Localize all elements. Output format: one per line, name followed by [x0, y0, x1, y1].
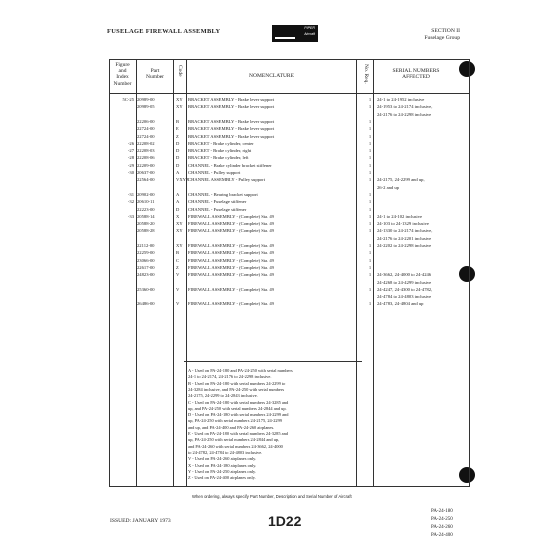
cell-part-number: 20902-00 [137, 191, 155, 197]
cell-quantity: 1 [368, 286, 372, 292]
cell-nomenclature: FIREWALL ASSEMBLY - (Complete) Sta. 49 [188, 213, 274, 219]
cell-serial-numbers: 24-3662, 24-4000 to 24-4246 [377, 272, 432, 278]
cell-nomenclature: BRACKET ASSEMBLY - Brake lever support [188, 97, 275, 102]
footnote-line: up, PA-24-250 with serial numbers 24-2175, 24-2299 [188, 418, 282, 424]
cell-quantity: 1 [368, 170, 372, 175]
cell-code: VXYZ [176, 177, 189, 183]
table-row [110, 265, 468, 272]
cell-part-number: 22259-00 [137, 250, 155, 256]
table-row [110, 294, 468, 301]
cell-serial-numbers: 26-2 and up [377, 184, 399, 190]
cell-quantity: 1 [368, 133, 372, 139]
cell-quantity: 1 [368, 213, 372, 219]
cell-code: D [176, 162, 180, 168]
cell-nomenclature: FIREWALL ASSEMBLY - (Complete) Sta. 49 [188, 257, 274, 263]
cell-code: X [176, 213, 180, 219]
cell-code: V [176, 301, 180, 307]
cell-quantity: 1 [368, 243, 372, 248]
cell-serial-numbers: 24-4783, 24-4804 and up [377, 301, 424, 307]
cell-quantity: 1 [368, 191, 372, 197]
cell-code: E [176, 126, 179, 132]
table-row [110, 97, 468, 104]
model-label: PA-24-400 [431, 533, 453, 538]
col-header-part-number: Part Number [145, 68, 165, 81]
table-row [110, 104, 468, 111]
table-row [110, 258, 468, 265]
cell-nomenclature: FIREWALL ASSEMBLY - (Complete) Sta. 49 [188, 228, 274, 234]
table-row [110, 250, 468, 257]
cell-serial-numbers: 24-2176 to 24-2201 inclusive [377, 235, 432, 241]
order-note: When ordering, always specify Part Number, Description and Serial Number of Aircraft [192, 494, 352, 499]
cell-part-number: 20588-20 [137, 221, 155, 227]
cell-quantity: 1 [368, 140, 372, 146]
cell-quantity: 1 [368, 177, 372, 183]
cell-serial-numbers: 24-4268 to 24-4299 inclusive [377, 279, 432, 285]
cell-nomenclature: CHANNEL - Fuselage stiffener [188, 199, 247, 205]
cell-quantity: 1 [368, 126, 372, 132]
col-header-qty: No. Req. [363, 64, 369, 84]
cell-code: D [176, 206, 180, 212]
cell-part-number: 20588-14 [137, 213, 155, 219]
cell-code: D [176, 140, 180, 146]
table-row [110, 141, 468, 148]
cell-nomenclature: FIREWALL ASSEMBLY - (Complete) Sta. 49 [188, 243, 274, 248]
cell-code: C [176, 257, 180, 263]
cell-nomenclature: BRACKET ASSEMBLY - Brake lever support [188, 118, 275, 124]
table-row [110, 155, 468, 162]
table-row [110, 177, 468, 184]
cell-nomenclature: FIREWALL ASSEMBLY - (Complete) Sta. 49 [188, 301, 274, 307]
cell-part-number: 26486-00 [137, 301, 155, 307]
footnote-line: up, PA-24-250 with serial numbers 24-2844 and up, [188, 437, 280, 443]
cell-code: V [176, 272, 180, 278]
cell-part-number: 22564-00 [137, 177, 155, 183]
cell-code: A [176, 199, 180, 205]
section-number: SECTION II [431, 28, 460, 34]
cell-part-number: 22206-00 [137, 118, 155, 124]
footnote-line: and up, and PA-24-400 and PA-24-260 airplanes. [188, 424, 275, 430]
model-label: PA-24-250 [431, 517, 453, 522]
cell-figure-index: -30 [127, 170, 134, 175]
cell-quantity: 1 [368, 199, 372, 205]
cell-code: B [176, 118, 180, 124]
cell-code: D [176, 148, 180, 154]
footnote-line: 24-2175, 24-2299 to 24-2843 inclusive. [188, 393, 258, 399]
cell-code: XY [176, 104, 183, 110]
footnote-line: 24-3284 inclusive, and PA-24-250 with serial numbers [188, 386, 285, 392]
cell-serial-numbers: 24-2175, 24-2299 and up, [377, 177, 425, 183]
cell-nomenclature: BRACKET - Brake cylinder, left [188, 155, 249, 161]
cell-code: A [176, 191, 180, 197]
cell-figure-index: -31 [127, 191, 134, 197]
cell-part-number: 22208-03 [137, 148, 155, 154]
table-row [110, 163, 468, 170]
footnote-line: up, and PA-24-250 with serial numbers 24-2844 and up. [188, 405, 287, 411]
cell-part-number: 20989-05 [137, 104, 155, 110]
cell-serial-numbers: 24-103 to 24-1329 inclusive [377, 221, 429, 227]
cell-nomenclature: BRACKET ASSEMBLY - Brake lever support [188, 104, 275, 110]
cell-quantity: 1 [368, 206, 372, 212]
cell-quantity: 1 [368, 257, 372, 263]
cell-code: A [176, 170, 180, 175]
logo-text-2: Aircraft [304, 32, 315, 36]
cell-code: Z [176, 133, 179, 139]
model-label: PA-24-260 [431, 525, 453, 530]
cell-part-number: 22112-00 [137, 243, 155, 248]
table-row [110, 221, 468, 228]
table-row [110, 119, 468, 126]
table-row [110, 287, 468, 294]
cell-figure-index: -28 [127, 155, 134, 161]
col-header-code: Code [177, 65, 183, 77]
footnote-line: Z - Used on PA-24-400 airplanes only. [188, 475, 256, 481]
cell-quantity: 1 [368, 104, 372, 110]
table-row [110, 207, 468, 214]
table-row [110, 236, 468, 243]
cell-part-number: 23066-00 [137, 257, 155, 263]
table-row [110, 126, 468, 133]
cell-part-number: 22208-02 [137, 140, 155, 146]
page-title: FUSELAGE FIREWALL ASSEMBLY [107, 28, 221, 35]
cell-serial-numbers: 24-2202 to 24-2298 inclusive [377, 243, 432, 248]
footnote-rule [184, 361, 362, 362]
footnote-line: C - Used on PA-24-180 with serial numbers 24-3285 and [188, 399, 289, 405]
col-header-serial: SERIAL NUMBERS AFFECTED [392, 68, 440, 81]
cell-figure-index: -29 [127, 162, 134, 168]
cell-serial-numbers: 24-1330 to 24-2174 inclusive, [377, 228, 433, 234]
cell-serial-numbers: 24-1 to 24-102 inclusive [377, 213, 423, 219]
footnote-line: A - Used on PA-24-180 and PA-24-250 with serial numbers [188, 368, 293, 373]
cell-code: XY [176, 221, 183, 227]
cell-part-number: 25360-00 [137, 286, 155, 292]
cell-serial-numbers: 24-4784 to 24-4803 inclusive [377, 294, 432, 300]
footnote-line: X - Used on PA-24-180 airplanes only. [188, 462, 257, 468]
table-row [110, 199, 468, 206]
cell-nomenclature: CHANNEL ASSEMBLY - Pulley support [188, 177, 266, 183]
table-row [110, 170, 468, 177]
cell-serial-numbers: 24-2176 to 24-2298 inclusive [377, 111, 432, 117]
section-group: Fuselage Group [424, 34, 460, 41]
cell-nomenclature: FIREWALL ASSEMBLY - (Complete) Sta. 49 [188, 272, 274, 278]
cell-figure-index: -33 [127, 213, 134, 219]
cell-part-number: 24823-00 [137, 272, 155, 278]
table-row [110, 243, 468, 250]
cell-quantity: 1 [368, 162, 372, 168]
cell-part-number: 22223-00 [137, 206, 155, 212]
cell-quantity: 1 [368, 250, 372, 256]
cell-quantity: 1 [368, 272, 372, 278]
cell-code: V [176, 286, 180, 292]
table-row [110, 112, 468, 119]
logo-bar [275, 37, 295, 39]
cell-nomenclature: CHANNEL - Fuselage stiffener [188, 206, 247, 212]
footnote-line: Y - Used on PA-24-250 airplanes only. [188, 468, 257, 474]
cell-part-number: 20637-00 [137, 170, 155, 175]
footnote-line: D - Used on PA-24-180 with serial numbers 24-2299 and [188, 412, 289, 418]
col-header-figure: Figure and Index Number [113, 62, 132, 87]
cell-code: XY [176, 97, 183, 102]
cell-code: B [176, 250, 180, 256]
footnote-line: to 24-4782, 24-4784 to 24-4803 inclusive. [188, 449, 263, 455]
cell-part-number: 22208-06 [137, 155, 155, 161]
cell-part-number: 22209-00 [137, 162, 155, 168]
table-row [110, 301, 468, 308]
cell-serial-numbers: 24-4247, 24-4300 to 24-4782, [377, 286, 433, 292]
cell-nomenclature: CHANNEL - Pulley support [188, 170, 241, 175]
cell-serial-numbers: 24-1 to 24-1952 inclusive [377, 97, 425, 102]
cell-serial-numbers: 24-1953 to 24-2174 inclusive, [377, 104, 433, 110]
cell-quantity: 1 [368, 97, 372, 102]
header-rule [109, 93, 469, 94]
page-number: 1D22 [268, 513, 302, 529]
cell-part-number: 22724-00 [137, 133, 155, 139]
cell-code: XY [176, 228, 183, 234]
footnote-line: B - Used on PA-24-180 with serial numbers 24-2299 to [188, 380, 286, 386]
cell-nomenclature: FIREWALL ASSEMBLY - (Complete) Sta. 49 [188, 264, 274, 270]
col-header-nomenclature: NOMENCLATURE [249, 73, 294, 79]
cell-nomenclature: CHANNEL - Bearing bracket support [188, 191, 258, 197]
cell-quantity: 1 [368, 264, 372, 270]
piper-logo [272, 25, 318, 42]
table-row [110, 192, 468, 199]
footnote-line: E - Used on PA-24-180 with serial numbers 24-3285 and [188, 431, 288, 436]
table-row [110, 272, 468, 279]
cell-nomenclature: CHANNEL - Brake cylinder bracket stiffener [188, 162, 272, 168]
cell-nomenclature: BRACKET - Brake cylinder, center [188, 140, 254, 146]
cell-figure-index: -27 [127, 148, 134, 154]
cell-figure-index: -32 [127, 199, 134, 205]
cell-nomenclature: BRACKET - Brake cylinder, right [188, 148, 252, 154]
cell-code: Z [176, 264, 179, 270]
table-row [110, 228, 468, 235]
cell-quantity: 1 [368, 301, 372, 307]
cell-part-number: 20588-28 [137, 228, 155, 234]
footnote-line: and PA-24-260 with serial numbers 24-3662, 24-4000 [188, 443, 283, 449]
table-row [110, 148, 468, 155]
footnote-line: V - Used on PA-24-260 airplanes only. [188, 456, 257, 462]
cell-part-number: 22617-00 [137, 264, 155, 270]
cell-nomenclature: FIREWALL ASSEMBLY - (Complete) Sta. 49 [188, 286, 274, 292]
cell-code: D [176, 155, 180, 161]
cell-quantity: 1 [368, 221, 372, 227]
logo-text: PIPER [304, 26, 315, 30]
cell-code: XY [176, 243, 183, 248]
table-row [110, 185, 468, 192]
section-label [424, 28, 460, 41]
issue-date: ISSUED: JANUARY 1973 [110, 518, 171, 524]
footnote-line: 24-1 to 24-2174, 24-2176 to 24-2298 inclusive. [188, 374, 272, 380]
cell-part-number: 20989-00 [137, 97, 155, 102]
cell-part-number: 22724-00 [137, 126, 155, 132]
cell-nomenclature: FIREWALL ASSEMBLY - (Complete) Sta. 49 [188, 250, 274, 256]
table-row [110, 214, 468, 221]
cell-quantity: 1 [368, 155, 372, 161]
cell-nomenclature: BRACKET ASSEMBLY - Brake lever support [188, 133, 275, 139]
cell-nomenclature: FIREWALL ASSEMBLY - (Complete) Sta. 49 [188, 221, 274, 227]
cell-nomenclature: BRACKET ASSEMBLY - Brake lever support [188, 126, 275, 132]
cell-part-number: 20610-11 [137, 199, 155, 205]
cell-quantity: 1 [368, 228, 372, 234]
cell-figure-index: 5C-25 [122, 97, 134, 102]
table-row [110, 280, 468, 287]
cell-quantity: 1 [368, 118, 372, 124]
table-row [110, 134, 468, 141]
cell-figure-index: -26 [127, 140, 134, 146]
model-label: PA-24-180 [431, 509, 453, 514]
cell-quantity: 1 [368, 148, 372, 154]
